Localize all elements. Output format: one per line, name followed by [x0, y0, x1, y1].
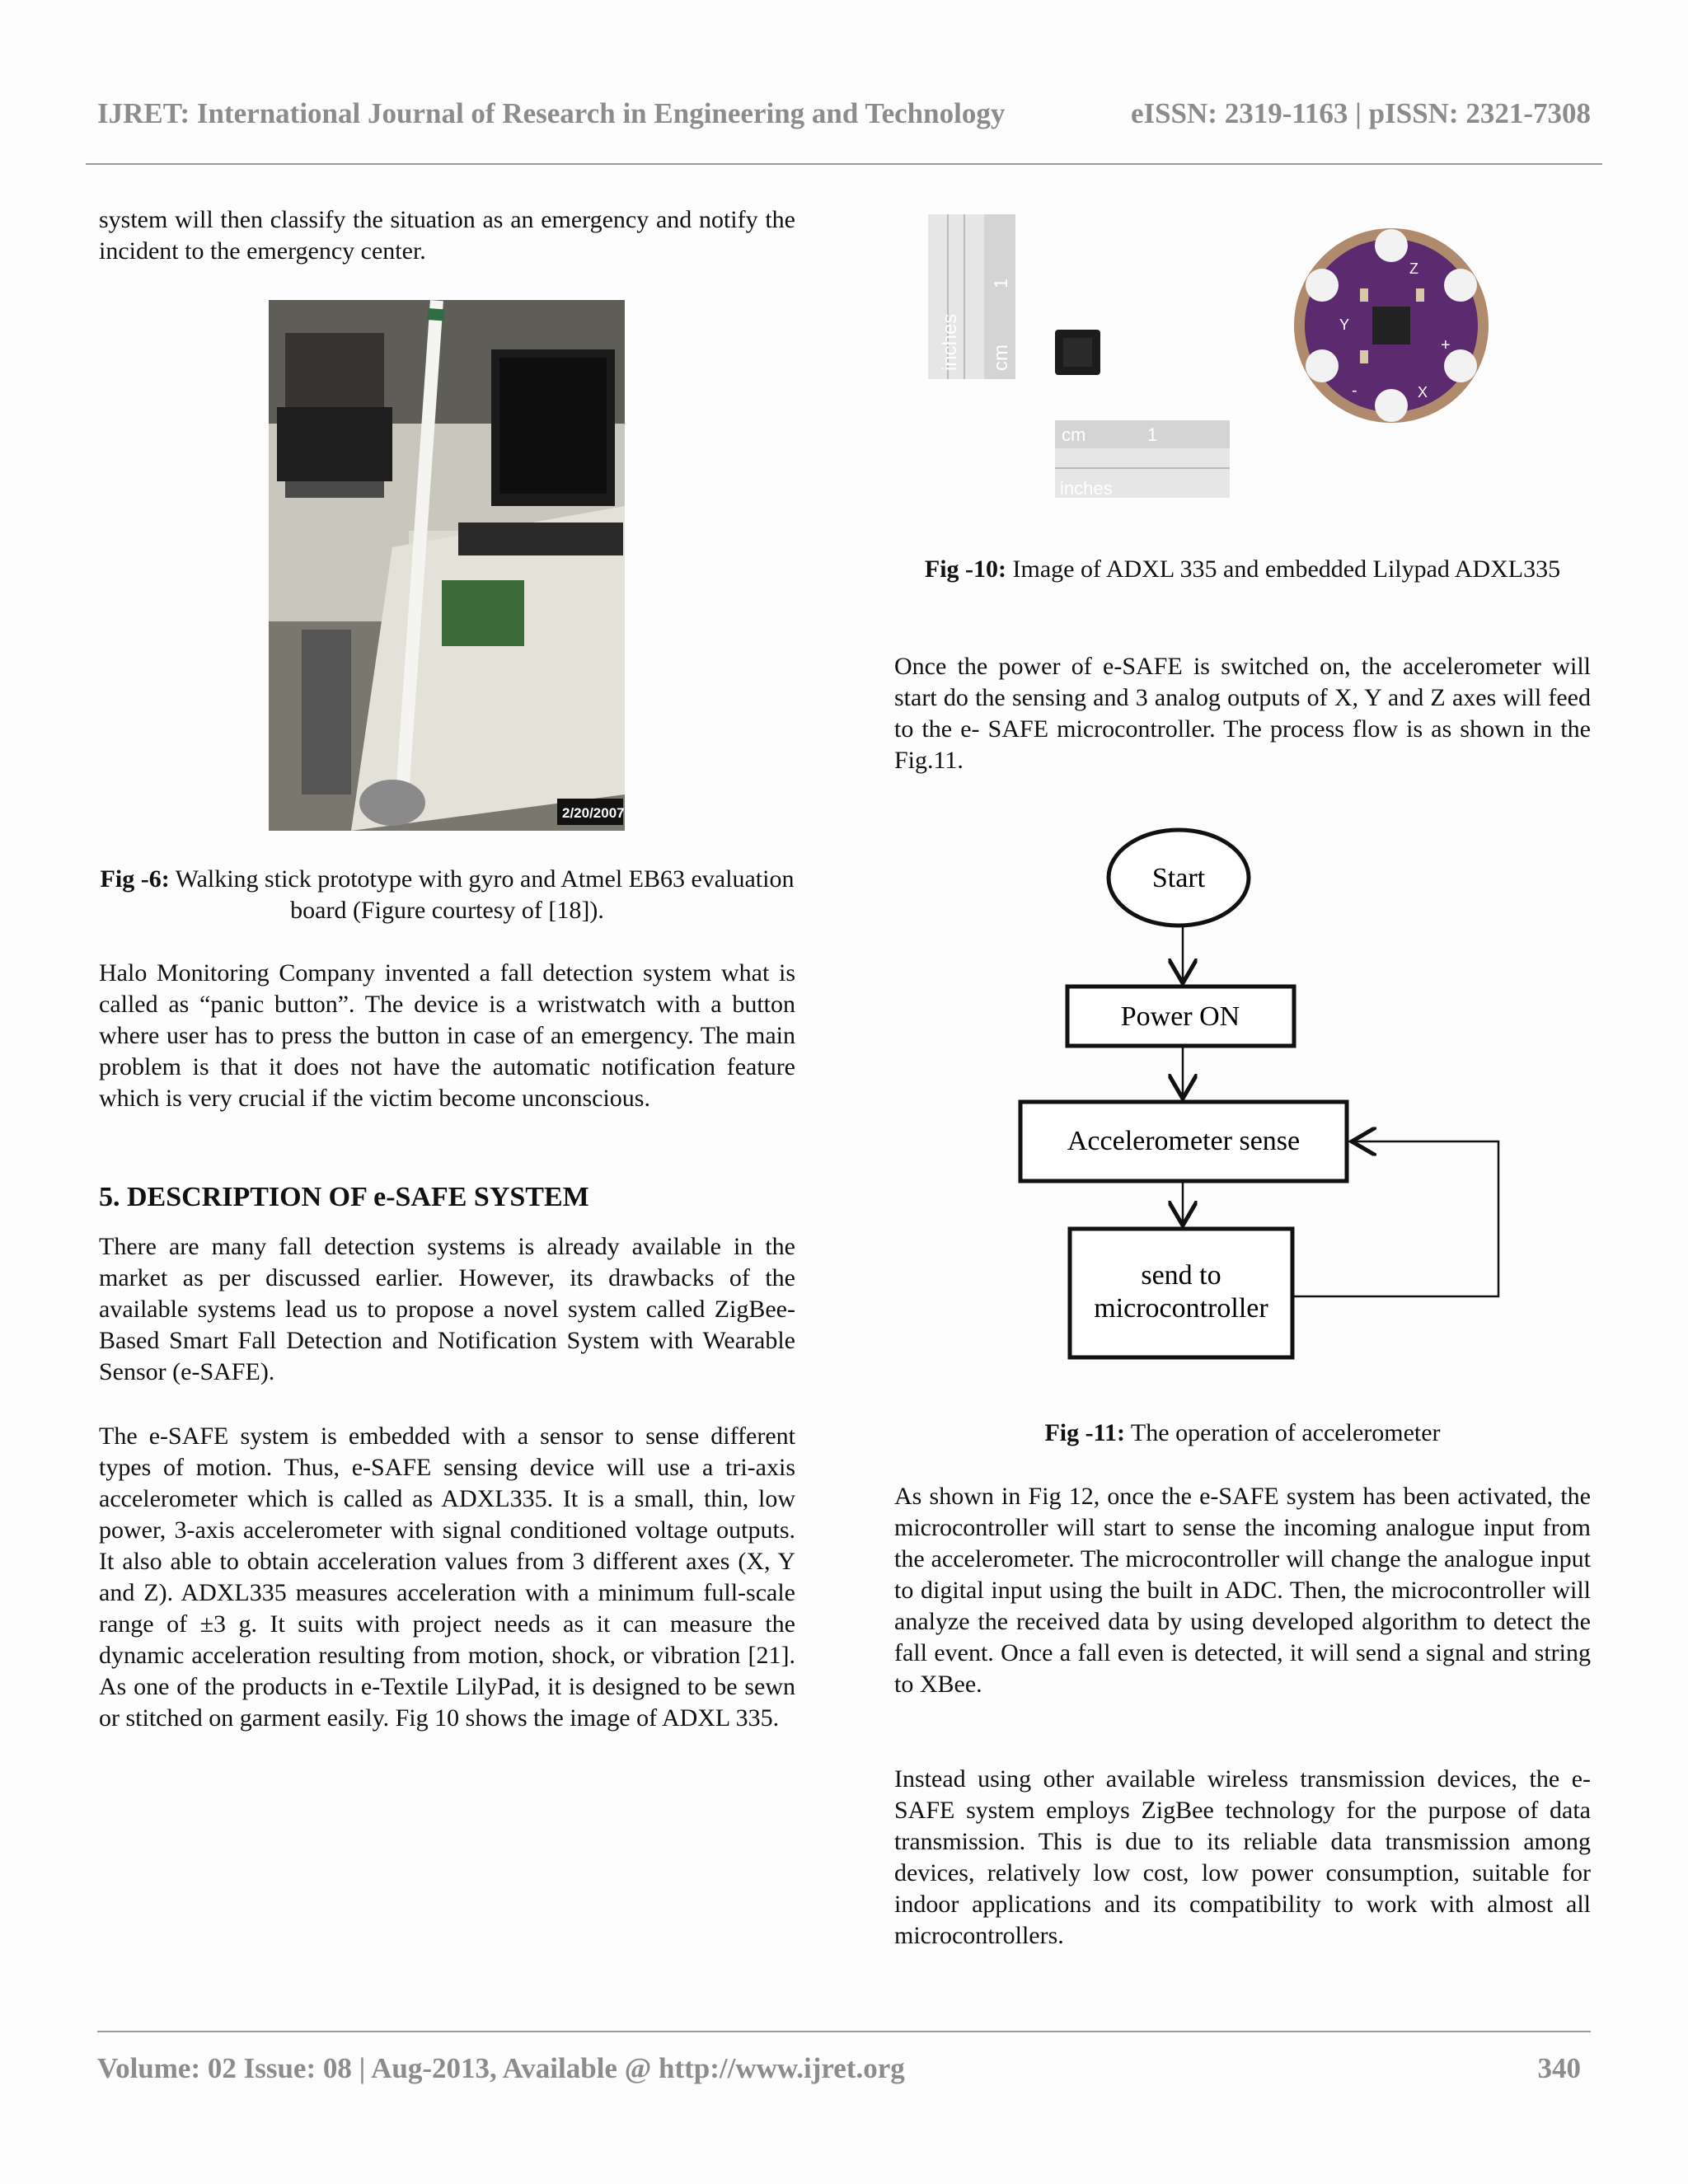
walking-stick-photo [269, 300, 625, 831]
header-divider [86, 163, 1602, 165]
footer-divider [97, 2031, 1591, 2032]
date-stamp: 2/20/2007 [562, 805, 625, 821]
power-on-label: Power ON [1120, 1001, 1240, 1032]
volume-info: Volume: 02 Issue: 08 | Aug-2013, Available @ http://www.ijret.org [97, 2052, 905, 2084]
description-paragraph-2: The e-SAFE system is embedded with a sensor to sense different types of motion. Thus, e-SAFE sensing device will use a tri-axis accelerometer which is called as ADXL335. It is a small, thin, low power, 3-axis accelerometer with signal conditioned voltage outputs. It also able to obtain acceleration values from 3 different axes (X, Y and Z). ADXL335 measures acceleration with a minimum full-scale range of ±3 g. It suits with project needs as it can measure the dynamic acceleration resulting from motion, shock, or vibration [21]. As one of the products in e-Textile LilyPad, it is designed to be sewn or stitched on garment easily. Fig 10 shows the image of ADXL 335. [99, 1422, 795, 1732]
fig11-label: Fig -11: [1044, 1419, 1125, 1446]
start-label: Start [1151, 863, 1206, 893]
page-header [97, 97, 1591, 130]
issn: eISSN: 2319-1163 | pISSN: 2321-7308 [1130, 97, 1591, 129]
lilypad-label-plus: + [1441, 336, 1451, 354]
power-paragraph: Once the power of e-SAFE is switched on, the accelerometer will start do the sensing and 3 analog outputs of X, Y and Z axes will feed to the e- SAFE microcontroller. The process flow is as shown in the Fig.11. [894, 653, 1591, 774]
accelerometer-flowchart [1006, 820, 1517, 1389]
accelerometer-sense-label: Accelerometer sense [1067, 1126, 1301, 1156]
halo-paragraph: Halo Monitoring Company invented a fall detection system what is called as “panic button”. The device is a wristwatch with a button where user has to press the button in case of an emergency. The main problem is that it does not have the automatic notification feature which is very crucial if the victim become unconscious. [99, 959, 795, 1112]
fig12-paragraph: As shown in Fig 12, once the e-SAFE system has been activated, the microcontroller will start to sense the incoming analogue input from the accelerometer. The microcontroller will change the analogue input to digital input using the built in ADC. Then, the microcontroller will analyze the received data by using developed algorithm to detect the fall event. Once a fall even is detected, it will send a signal and string to XBee. [894, 1483, 1591, 1698]
ruler-label-cm-h: cm [1062, 424, 1086, 445]
fig6-caption-text: Walking stick prototype with gyro and Atmel EB63 evaluation board (Figure courtesy of [18]). [175, 865, 795, 924]
fig11-caption-text: The operation of accelerometer [1130, 1419, 1441, 1446]
zigbee-paragraph: Instead using other available wireless transmission devices, the e-SAFE system employs ZigBee technology for the purpose of data transmission. This is due to its reliable data transmission among devices, relatively low cost, low power consumption, suitable for indoor applications and its compatibility to work with almost all microcontrollers. [894, 1765, 1591, 1949]
section-heading: 5. DESCRIPTION OF e-SAFE SYSTEM [99, 1182, 589, 1212]
ruler-label-1-h: 1 [1147, 424, 1158, 445]
page-number: 340 [1537, 2052, 1581, 2084]
lilypad-label-x: X [1418, 384, 1428, 401]
ruler-label-1-v: 1 [991, 278, 1011, 288]
ruler-label-cm-v: cm [990, 344, 1012, 371]
fig6-label: Fig -6: [100, 865, 170, 893]
fig10-label: Fig -10: [924, 555, 1007, 583]
adxl335-image [923, 206, 1550, 519]
lilypad-label-z: Z [1409, 260, 1418, 277]
fig10-caption-text: Image of ADXL 335 and embedded Lilypad ADXL335 [1012, 555, 1561, 583]
description-paragraph-1: There are many fall detection systems is already available in the market as per discussed earlier. However, its drawbacks of the available systems lead us to propose a novel system called ZigBee-Based Smart Fall Detection and Notification System with Wearable Sensor (e-SAFE). [99, 1233, 795, 1385]
lilypad-label-minus: - [1352, 382, 1357, 400]
fig6-caption [99, 864, 795, 926]
journal-title: IJRET: International Journal of Research in Engineering and Technology [97, 97, 1006, 129]
page-footer [97, 2052, 1581, 2085]
fig10-caption [894, 554, 1591, 585]
ruler-label-inches-h: inches [1060, 478, 1113, 499]
send-label-line2: microcontroller [1094, 1293, 1268, 1324]
intro-paragraph: system will then classify the situation as an emergency and notify the incident to the emergency center. [99, 206, 795, 265]
lilypad-label-y: Y [1339, 316, 1350, 333]
ruler-label-inches-v: inches [939, 313, 961, 371]
fig11-caption [894, 1418, 1591, 1449]
send-label-line1: send to [1141, 1260, 1221, 1291]
